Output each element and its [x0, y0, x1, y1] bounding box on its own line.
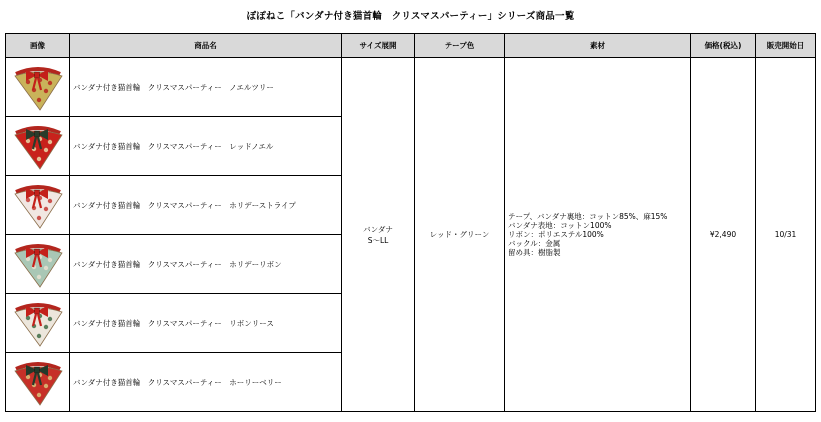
product-image-cell [6, 117, 70, 176]
tape-color: レッド・グリーン [415, 58, 505, 412]
material-line: テープ、バンダナ裏地：コットン85%、麻15% [508, 212, 668, 221]
size-type: バンダナ [363, 224, 393, 234]
material-line: バンダナ表地：コットン100% [508, 221, 612, 230]
header-row [6, 34, 816, 58]
header-product-name: 商品名 [70, 34, 342, 58]
product-name: バンダナ付き猫首輪 クリスマスパーティー ノエルツリー [70, 58, 342, 117]
product-image-cell [6, 353, 70, 412]
product-table [5, 33, 816, 412]
page-title: ぽぽねこ「バンダナ付き猫首輪 クリスマスパーティー」シリーズ商品一覧 [246, 11, 575, 22]
product-image-cell [6, 58, 70, 117]
release-date: 10/31 [756, 58, 816, 412]
size-range: S～LL [367, 235, 389, 245]
bandana-collar-image [10, 355, 66, 409]
product-name: バンダナ付き猫首輪 クリスマスパーティー ホリデーリボン [70, 235, 342, 294]
bandana-collar-image [10, 296, 66, 350]
header-release-date: 販売開始日 [756, 34, 816, 58]
header-material: 素材 [505, 34, 691, 58]
bandana-collar-image [10, 119, 66, 173]
product-image-cell [6, 176, 70, 235]
bandana-collar-image [10, 237, 66, 291]
bandana-collar-image [10, 60, 66, 114]
material-line: 留め具：樹脂製 [508, 248, 561, 257]
product-name: バンダナ付き猫首輪 クリスマスパーティー ホリデーストライプ [70, 176, 342, 235]
product-name: バンダナ付き猫首輪 クリスマスパーティー ホーリーベリー [70, 353, 342, 412]
product-name: バンダナ付き猫首輪 クリスマスパーティー レッドノエル [70, 117, 342, 176]
material-cell [505, 58, 691, 412]
bandana-collar-image [10, 178, 66, 232]
product-image-cell [6, 235, 70, 294]
product-name: バンダナ付き猫首輪 クリスマスパーティー リボンリース [70, 294, 342, 353]
material-line: バックル：金属 [508, 239, 561, 248]
size-cell [342, 58, 415, 412]
header-size: サイズ展開 [342, 34, 415, 58]
product-image-cell [6, 294, 70, 353]
material-line: リボン：ポリエステル100% [508, 230, 604, 239]
price: ¥2,490 [691, 58, 756, 412]
header-price: 価格(税込) [691, 34, 756, 58]
header-image: 画像 [6, 34, 70, 58]
header-tape-color: テープ色 [415, 34, 505, 58]
table-row [6, 58, 816, 117]
